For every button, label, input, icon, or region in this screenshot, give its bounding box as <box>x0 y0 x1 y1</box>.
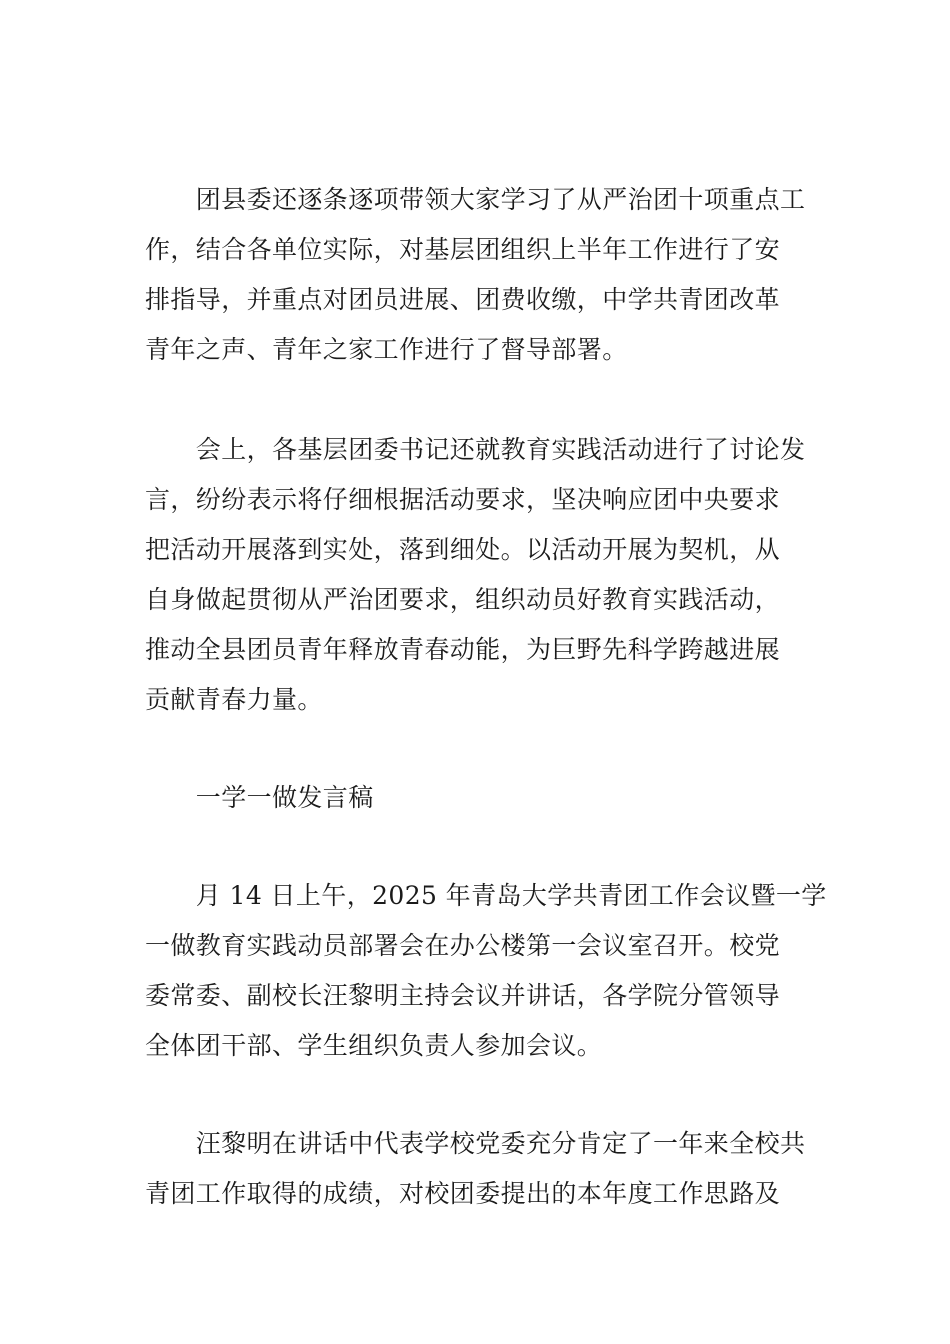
paragraph-4 <box>145 1119 810 1219</box>
paragraph-line: 会上，各基层团委书记还就教育实践活动进行了讨论发 <box>145 435 806 464</box>
paragraph-2 <box>145 425 810 725</box>
paragraph-3 <box>145 871 827 1071</box>
paragraph-line: 月 14 日上午，2025 年青岛大学共青团工作会议暨一学 <box>145 881 827 910</box>
paragraph-line: 一做教育实践动员部署会在办公楼第一会议室召开。校党 <box>145 931 781 960</box>
paragraph-line: 作，结合各单位实际，对基层团组织上半年工作进行了安 <box>145 235 781 264</box>
paragraph-line: 青团工作取得的成绩，对校团委提出的本年度工作思路及 <box>145 1179 781 1208</box>
paragraph-line: 推动全县团员青年释放青春动能，为巨野先科学跨越进展 <box>145 635 781 664</box>
paragraph-line: 委常委、副校长汪黎明主持会议并讲话，各学院分管领导 <box>145 981 781 1010</box>
section-heading <box>145 773 810 823</box>
paragraph-line: 青年之声、青年之家工作进行了督导部署。 <box>145 335 628 364</box>
paragraph-1 <box>145 175 810 375</box>
paragraph-line: 团县委还逐条逐项带领大家学习了从严治团十项重点工 <box>145 185 806 214</box>
paragraph-line: 全体团干部、学生组织负责人参加会议。 <box>145 1031 603 1060</box>
paragraph-line: 言，纷纷表示将仔细根据活动要求，坚决响应团中央要求 <box>145 485 781 514</box>
paragraph-line: 把活动开展落到实处，落到细处。以活动开展为契机，从 <box>145 535 781 564</box>
paragraph-line: 排指导，并重点对团员进展、团费收缴，中学共青团改革 <box>145 285 781 314</box>
heading-line: 一学一做发言稿 <box>145 783 374 812</box>
paragraph-line: 贡献青春力量。 <box>145 685 323 714</box>
paragraph-line: 自身做起贯彻从严治团要求，组织动员好教育实践活动， <box>145 585 781 614</box>
paragraph-line: 汪黎明在讲话中代表学校党委充分肯定了一年来全校共 <box>145 1129 806 1158</box>
